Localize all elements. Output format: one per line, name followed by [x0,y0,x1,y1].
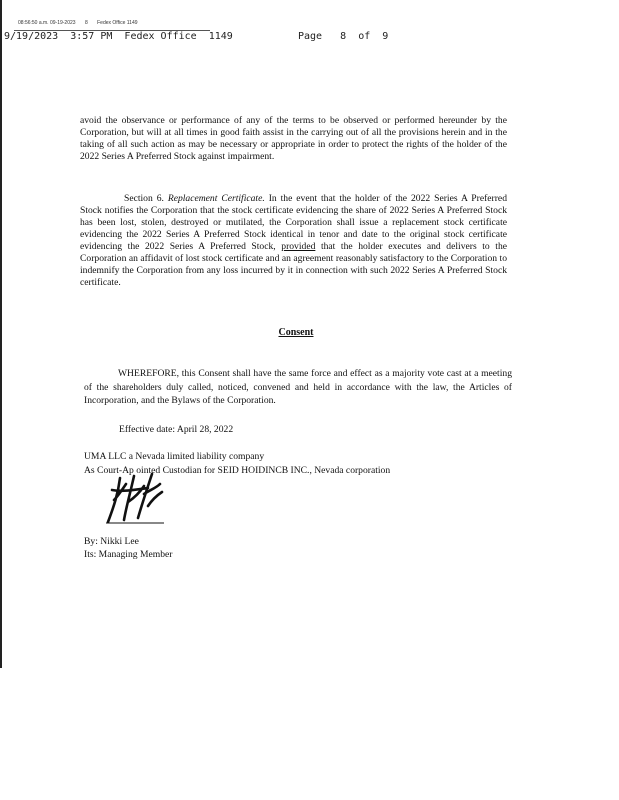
section-6-text-a: In the event that the holder of the 2022 Series A Preferred Stock notifies the Corporation that the stock certificate evidencing the share of 2022 Series A Preferred Stock has been lost, stolen, destroyed or mutilated, the Corporation shall issue a replacement stock certificate evidencing the 2022 Series A Preferred Stock identical in tenor and date to the original stock certificate evidencing the 2022 Series A Preferred Stock, [80,193,507,252]
paragraph-covenant: avoid the observance or performance of any of the terms to be observed or performed hereunder by the Corporation, but will at all times in good faith assist in the carrying out of all the provisions herein and in the taking of all such action as may be necessary or appropriate in order to protect the rights of the holder of the 2022 Series A Preferred Stock against impairment. [80,115,507,162]
fax-tiny-header [18,20,146,26]
paragraph-consent [84,367,512,408]
fax-tiny-sender: Fedex Office 1149 [97,20,138,26]
consent-heading: Consent [278,327,314,338]
fax-sender: Fedex Office 1149 [124,31,233,42]
signer-name: By: Nikki Lee [84,536,139,547]
handwritten-signature [104,470,166,526]
section-6-text-b: that the holder executes and delivers to the Corporation an affidavit of lost stock certificate and an agreement reasonably satisfactory to the Corporation to indemnify the Corporation from any loss incurred by it in connection with such 2022 Series A Preferred Stock certificate. [80,241,507,288]
fax-timestamp: 9/19/2023 3:57 PM [4,31,113,42]
effective-date: Effective date: April 28, 2022 [119,424,234,435]
section-6-title: Replacement Certificate. [167,193,265,204]
signer-title: Its: Managing Member [84,549,173,560]
fax-tiny-page: 8 [84,20,88,26]
fax-tiny-time: 08:56:50 a.m. 09-19-2023 [18,20,76,26]
section-6-label: Section 6. [124,193,168,204]
signatory-capacity: As Court-Ap ointed Custodian for SEID HOIDINCB INC., Nevada corporation [84,465,391,476]
consent-text: WHEREFORE, this Consent shall have the same force and effect as a majority vote cast at a meeting of the shareholders duly called, noticed, convened and held in accordance with the law, the Articles of Incorporation, and the Bylaws of the Corporation. [84,368,512,406]
section-6-provided: provided [281,241,316,252]
signatory-company: UMA LLC a Nevada limited liability company [84,451,265,462]
fax-page-number: Page 8 of 9 [298,31,389,42]
paragraph-section-6 [80,193,507,289]
fax-header [4,31,233,42]
